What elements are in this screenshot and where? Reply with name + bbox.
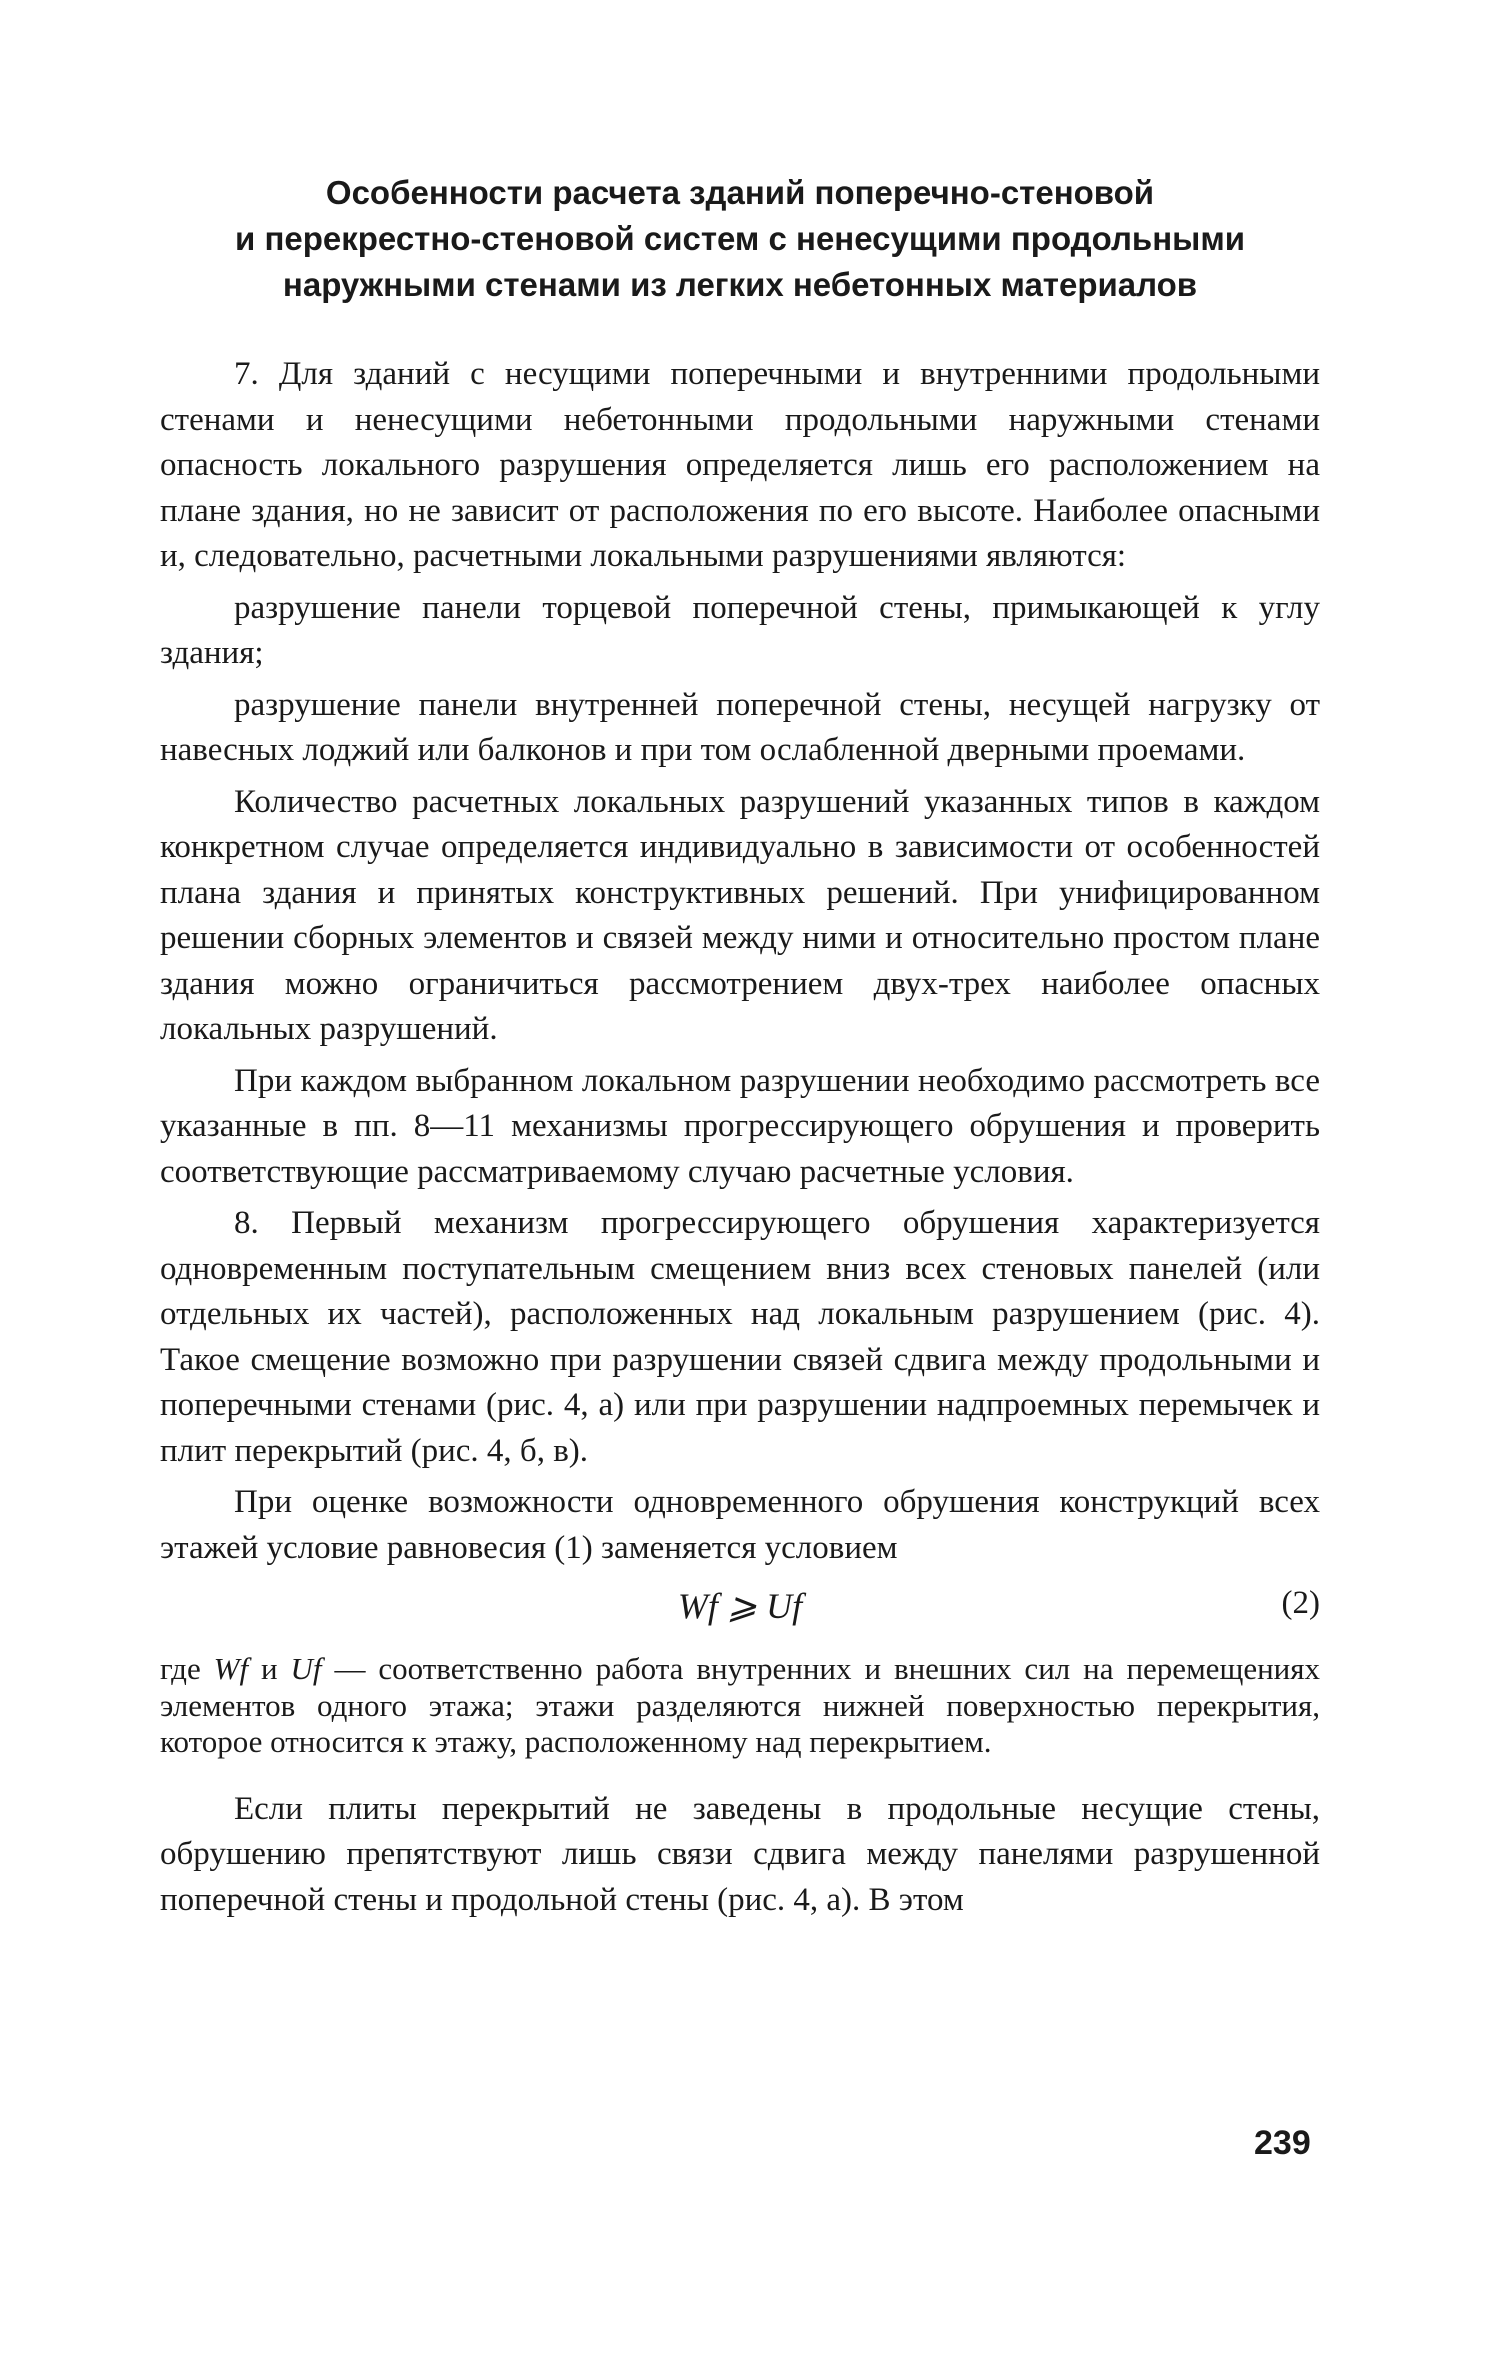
list-item-inner-wall: разрушение панели внутренней поперечной стены, несущей нагрузку от навесных лоджий или балконов и при том ослабленной дверными проемами. <box>160 686 1320 768</box>
paragraph-equilibrium: При оценке возможности одновременного обрушения конструкций всех этажей условие равновесия (1) заменяется условием <box>160 1484 1320 1566</box>
where-and: и <box>248 1651 291 1686</box>
list-item-end-wall: разрушение панели торцевой поперечной стены, примыкающей к углу здания; <box>160 589 1320 671</box>
where-rest: — соответственно работа внутренних и внешних сил на перемещениях элементов одного этажа; этажи разделяются нижней поверхностью перекрытия, которое относится к этажу, расположенному над перекрытием. <box>160 1651 1321 1759</box>
paragraph-count: Количество расчетных локальных разрушений указанных типов в каждом конкретном случае определяется индивидуально в зависимости от особенностей плана здания и принятых конструктивных решений. При унифицированном решении сборных элементов и связей между ними и относительно простом плане здания можно ограничиться рассмотрением двух-трех наиболее опасных локальных разрушений. <box>160 783 1320 1047</box>
section-title <box>160 170 1320 308</box>
formula-expression: Wf ⩾ Uf <box>677 1586 803 1626</box>
page-number: 239 <box>1254 2124 1311 2162</box>
paragraph-final: Если плиты перекрытий не заведены в продольные несущие стены, обрушению препятствуют лишь связи сдвига между панелями разрушенной поперечной стены и продольной стены (рис. 4, а). В этом <box>160 1790 1320 1918</box>
where-uf: Uf <box>290 1651 322 1686</box>
title-line-1: Особенности расчета зданий поперечно-стеновой <box>325 174 1155 211</box>
where-wf: Wf <box>213 1651 249 1686</box>
paragraph-8: 8. Первый механизм прогрессирующего обрушения характеризуется одновременным поступательным смещением вниз всех стеновых панелей (или отдельных их частей), расположенных над локальным разрушением (рис. 4). Такое смещение возможно при разрушении связей сдвига между продольными и поперечными стенами (рис. 4, а) или при разрушении надпроемных перемычек и плит перекрытий (рис. 4, б, в). <box>160 1205 1320 1469</box>
paragraph-mechanisms: При каждом выбранном локальном разрушении необходимо рассмотреть все указанные в пп. 8—11 механизмы прогрессирующего обрушения и проверить соответствующие рассматриваемому случаю расчетные условия. <box>160 1062 1320 1190</box>
title-line-3: наружными стенами из легких небетонных материалов <box>282 266 1198 303</box>
page-content <box>160 170 1320 1929</box>
formula-number: (2) <box>1281 1585 1320 1621</box>
title-line-2: и перекрестно-стеновой систем с ненесущими продольными <box>234 220 1246 257</box>
where-prefix: где <box>160 1651 214 1686</box>
formula-block <box>160 1577 1320 1641</box>
formula-explanation <box>160 1651 1320 1761</box>
paragraph-7: 7. Для зданий с несущими поперечными и внутренними продольными стенами и ненесущими небетонными продольными наружными стенами опасность локального разрушения определяется лишь его расположением на плане здания, но не зависит от расположения по его высоте. Наиболее опасными и, следовательно, расчетными локальными разрушениями являются: <box>160 356 1320 574</box>
